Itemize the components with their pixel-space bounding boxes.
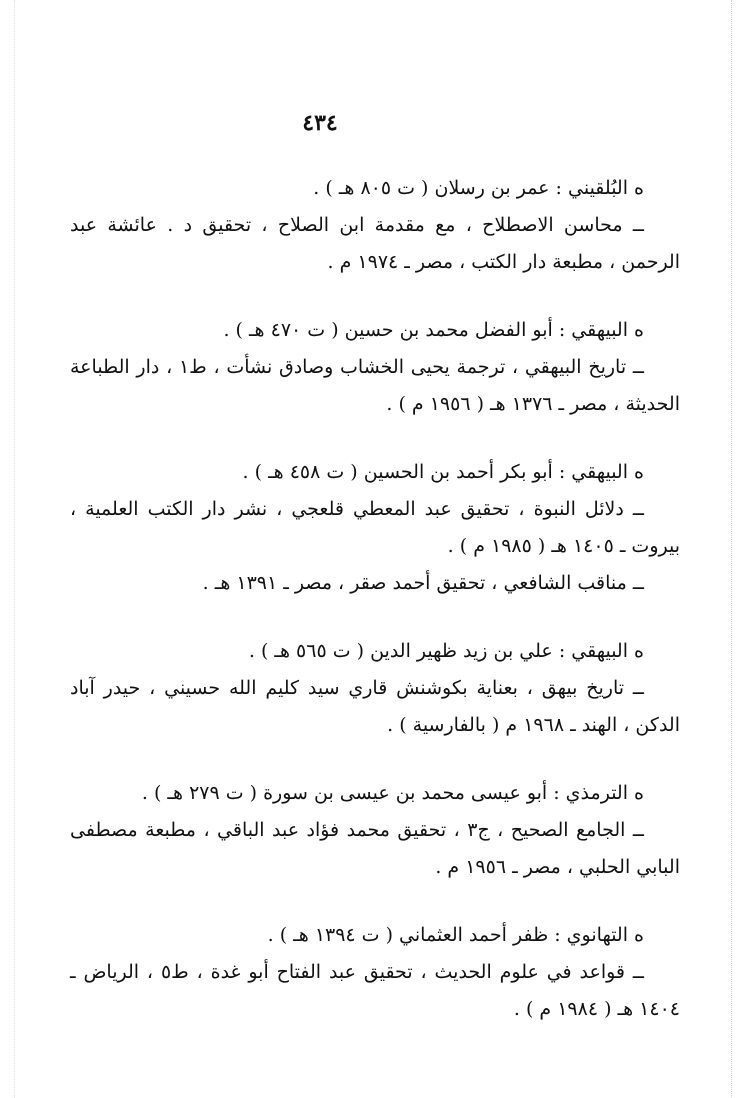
- page-number: ٤٣٤: [302, 110, 338, 136]
- entry-work-line: البابي الحلبي ، مصر ـ ١٩٥٦ م .: [435, 856, 680, 878]
- entry-author: ه التهانوي : ظفر أحمد العثماني ( ت ١٣٩٤ هـ ) .: [267, 924, 644, 946]
- entry-work-line: ــ مناقب الشافعي ، تحقيق أحمد صقر ، مصر ـ ١٣٩١ هـ .: [202, 572, 644, 594]
- bibliography-entry: [70, 170, 680, 281]
- bibliography-list: [70, 170, 680, 1059]
- entry-author: ه البُلقيني : عمر بن رسلان ( ت ٨٠٥ هـ ) .: [313, 177, 644, 199]
- entry-work-line: ــ الجامع الصحيح ، ج٣ ، تحقيق محمد فؤاد عبد الباقي ، مطبعة مصطفى: [70, 819, 644, 841]
- entry-author: ه البيهقي : أبو الفضل محمد بن حسين ( ت ٤٧٠ هـ ) .: [223, 319, 644, 341]
- entry-work-line: ــ قواعد في علوم الحديث ، تحقيق عبد الفتاح أبو غدة ، ط٥ ، الرياض ـ: [70, 961, 644, 983]
- entry-work-line: ١٤٠٤ هـ ( ١٩٨٤ م ) .: [513, 998, 680, 1020]
- bibliography-entry: [70, 633, 680, 744]
- bibliography-entry: [70, 917, 680, 1028]
- scan-edge-right: [731, 0, 732, 1098]
- entry-author: ه البيهقي : علي بن زيد ظهير الدين ( ت ٥٦٥ هـ ) .: [248, 640, 644, 662]
- entry-author: ه البيهقي : أبو بكر أحمد بن الحسين ( ت ٤٥٨ هـ ) .: [242, 461, 644, 483]
- entry-work-line: الحديثة ، مصر ـ ١٣٧٦ هـ ( ١٩٥٦ م ) .: [386, 393, 680, 415]
- scan-edge-left: [14, 0, 15, 1098]
- entry-work-line: ــ محاسن الاصطلاح ، مع مقدمة ابن الصلاح ، تحقيق د . عائشة عبد: [70, 214, 644, 236]
- entry-work-line: بيروت ـ ١٤٠٥ هـ ( ١٩٨٥ م ) .: [447, 535, 680, 557]
- bibliography-entry: [70, 454, 680, 602]
- bibliography-entry: [70, 312, 680, 423]
- entry-work-line: الرحمن ، مطبعة دار الكتب ، مصر ـ ١٩٧٤ م .: [327, 251, 680, 273]
- entry-work-line: ــ دلائل النبوة ، تحقيق عبد المعطي قلعجي ، نشر دار الكتب العلمية ،: [70, 498, 644, 520]
- entry-author: ه الترمذي : أبو عيسى محمد بن عيسى بن سورة ( ت ٢٧٩ هـ ) .: [141, 782, 644, 804]
- bibliography-entry: [70, 775, 680, 886]
- entry-work-line: ــ تاريخ بيهق ، بعناية بكوشنش قاري سيد كليم الله حسيني ، حيدر آباد: [70, 677, 644, 699]
- entry-work-line: ــ تاريخ البيهقي ، ترجمة يحيى الخشاب وصادق نشأت ، ط١ ، دار الطباعة: [70, 356, 644, 378]
- entry-work-line: الدكن ، الهند ـ ١٩٦٨ م ( بالفارسية ) .: [387, 714, 680, 736]
